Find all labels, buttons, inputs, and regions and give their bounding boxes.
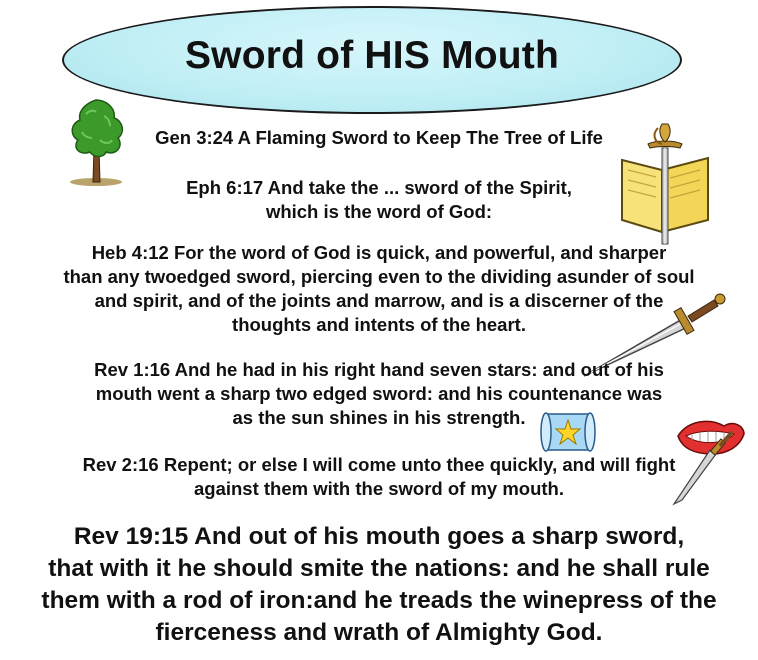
page-title: Sword of HIS Mouth [184, 34, 560, 77]
verse-rev-2-16 [0, 453, 758, 501]
verse-line: thoughts and intents of the heart. [232, 314, 526, 335]
verse-gen-3-24 [0, 126, 758, 150]
verse-line: Eph 6:17 And take the ... sword of the Spirit, [186, 177, 572, 198]
verse-line: as the sun shines in his strength. [232, 407, 526, 428]
verse-line: Gen 3:24 A Flaming Sword to Keep The Tree of Life [155, 127, 603, 148]
verse-heb-4-12 [0, 241, 758, 337]
verse-line: Rev 2:16 Repent; or else I will come unto thee quickly, and will fight [82, 454, 676, 475]
verse-line: them with a rod of iron:and he treads the winepress of the [41, 587, 717, 614]
verse-line: Rev 19:15 And out of his mouth goes a sharp sword, [73, 523, 685, 550]
verse-eph-6-17 [0, 176, 758, 224]
verse-line: mouth went a sharp two edged sword: and his countenance was [95, 383, 663, 404]
verse-line: Rev 1:16 And he had in his right hand seven stars: and out of his [94, 359, 664, 380]
verse-rev-1-16 [0, 358, 758, 430]
verse-rev-19-15 [0, 521, 758, 649]
verse-line: which is the word of God: [265, 201, 493, 222]
verse-line: against them with the sword of my mouth. [193, 478, 565, 499]
verse-line: that with it he should smite the nations: and he shall rule [48, 555, 710, 582]
verse-line: and spirit, and of the joints and marrow, and is a discerner of the [94, 290, 664, 311]
verse-line: fierceness and wrath of Almighty God. [155, 619, 603, 646]
verse-line: Heb 4:12 For the word of God is quick, and powerful, and sharper [91, 242, 667, 263]
verse-line: than any twoedged sword, piercing even to the dividing asunder of soul [63, 266, 695, 287]
